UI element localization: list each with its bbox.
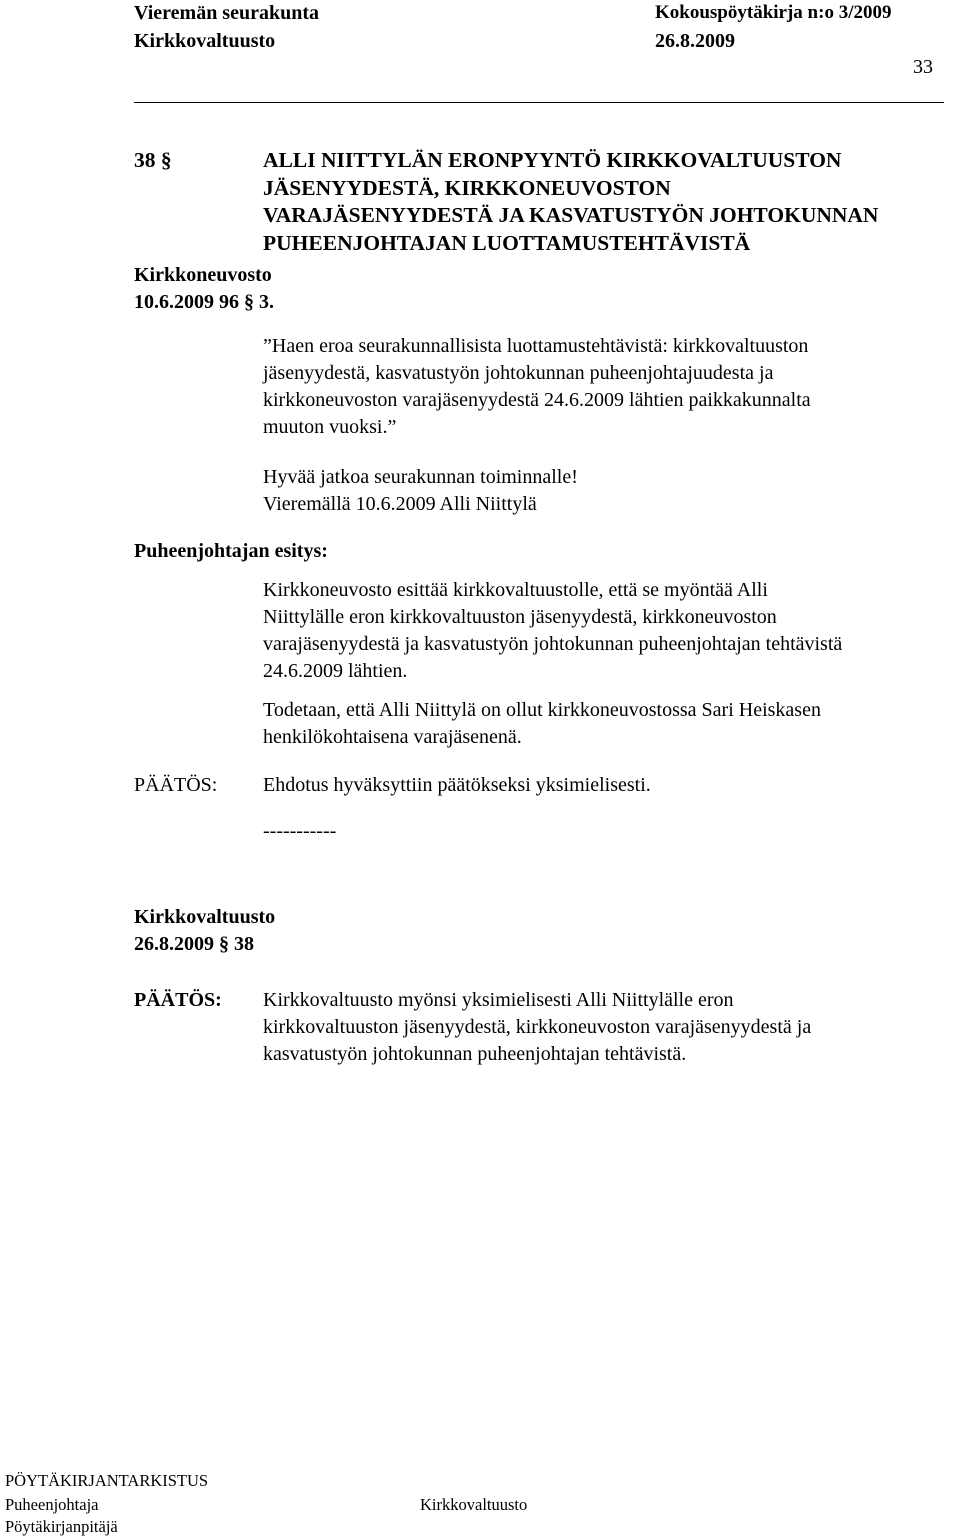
proposal-text (263, 577, 842, 685)
decision-text (263, 987, 811, 1068)
council-reference: 26.8.2009 § 38 (134, 933, 254, 955)
letter-line: jäsenyydestä, kasvatustyön johtokunnan puheenjohtajuudesta ja (263, 362, 774, 384)
prior-body: Kirkkoneuvosto (134, 264, 272, 286)
prior-reference: 10.6.2009 96 § 3. (134, 291, 274, 313)
footer-archive: PÖYTÄKIRJANTARKISTUS (5, 1471, 209, 1490)
footer-council: Kirkkovaltuusto (420, 1495, 528, 1514)
proposal-line: varajäsenyydestä ja kasvatustyön johtokunnan puheenjohtajan tehtävistä (263, 633, 843, 655)
proposal-note-line: henkilökohtaisena varajäsenenä. (263, 726, 522, 748)
decision-label: PÄÄTÖS: (134, 989, 222, 1011)
section-title (263, 147, 878, 257)
header-body: Kirkkovaltuusto (134, 30, 276, 52)
decision-line: kirkkovaltuuston jäsenyydestä, kirkkoneuvoston varajäsenyydestä ja (263, 1016, 812, 1038)
proposal-line: 24.6.2009 lähtien. (263, 660, 408, 682)
letter-signature: Vieremällä 10.6.2009 Alli Niittylä (263, 493, 537, 515)
proposal-note-line: Todetaan, että Alli Niittylä on ollut kirkkoneuvostossa Sari Heiskasen (263, 699, 821, 721)
section-title-line: JÄSENYYDESTÄ, KIRKKONEUVOSTON (263, 175, 671, 200)
resignation-letter (263, 333, 811, 441)
footer-secretary: Pöytäkirjanpitäjä (5, 1517, 118, 1536)
section-title-line: ALLI NIITTYLÄN ERONPYYNTÖ KIRKKOVALTUUSTON (263, 148, 842, 172)
header-organization: Vieremän seurakunta (134, 2, 319, 24)
letter-line: ”Haen eroa seurakunnallisista luottamustehtävistä: kirkkovaltuuston (263, 335, 809, 357)
council-body: Kirkkovaltuusto (134, 906, 276, 928)
section-title-line: PUHEENJOHTAJAN LUOTTAMUSTEHTÄVISTÄ (263, 230, 751, 255)
decision-label: PÄÄTÖS: (134, 774, 218, 796)
proposal-line: Kirkkoneuvosto esittää kirkkovaltuustolle, että se myöntää Alli (263, 579, 768, 601)
header-document-ref: Kokouspöytäkirja n:o 3/2009 (655, 2, 892, 23)
header-date: 26.8.2009 (655, 30, 735, 52)
header-rule (134, 102, 944, 103)
page-number: 33 (913, 56, 933, 78)
letter-line: muuton vuoksi.” (263, 416, 397, 438)
section-title-line: VARAJÄSENYYDESTÄ JA KASVATUSTYÖN JOHTOKUNNAN (263, 203, 879, 227)
decision-line: Kirkkovaltuusto myönsi yksimielisesti Alli Niittylälle eron (263, 989, 734, 1011)
section-number: 38 § (134, 148, 172, 172)
decision-text: Ehdotus hyväksyttiin päätökseksi yksimielisesti. (263, 774, 651, 796)
letter-line: kirkkoneuvoston varajäsenyydestä 24.6.2009 lähtien paikkakunnalta (263, 389, 811, 411)
proposal-label: Puheenjohtajan esitys: (134, 540, 328, 562)
proposal-line: Niittylälle eron kirkkovaltuuston jäsenyydestä, kirkkoneuvoston (263, 606, 777, 628)
decision-line: kasvatustyön johtokunnan puheenjohtajan tehtävistä. (263, 1043, 687, 1065)
footer-chair: Puheenjohtaja (5, 1495, 99, 1514)
separator: ----------- (263, 820, 337, 842)
letter-closing: Hyvää jatkoa seurakunnan toiminnalle! (263, 466, 578, 488)
proposal-note (263, 697, 821, 751)
